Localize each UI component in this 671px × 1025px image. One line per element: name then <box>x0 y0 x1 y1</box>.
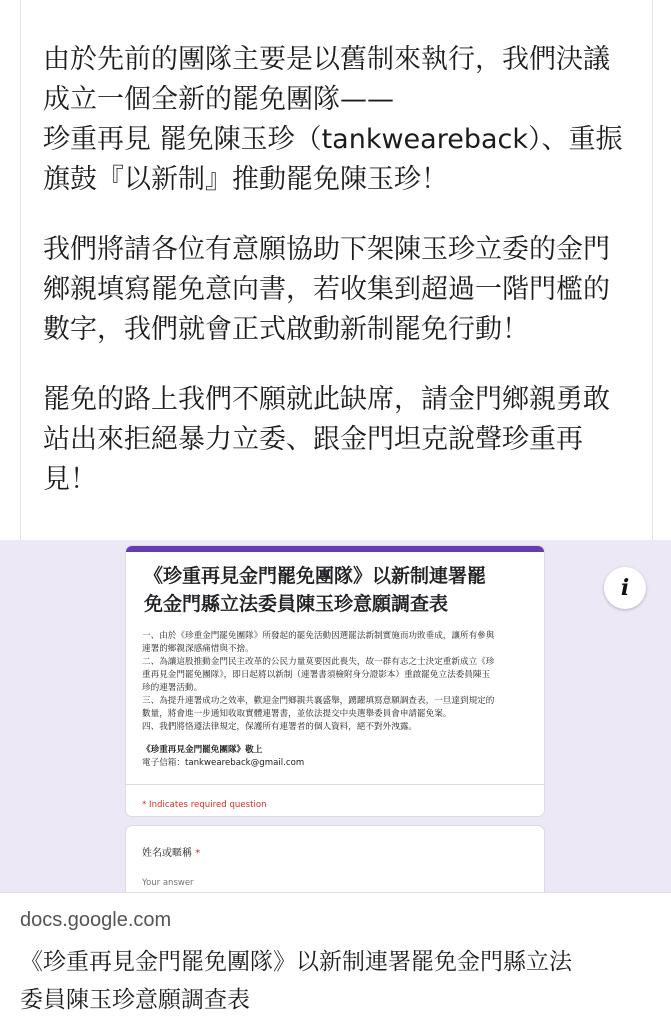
required-note: * Indicates required question <box>142 800 267 810</box>
post-line: 成立一個全新的罷免團隊—— <box>43 84 394 115</box>
form-header-card <box>126 546 544 816</box>
form-contact-email: 電子信箱：tankweareback@gmail.com <box>142 758 305 768</box>
post-paragraph-3 <box>43 380 643 500</box>
form-description-line: 三、為提升連署成功之效率，歡迎金門鄉親共襄盛舉，踴躍填寫意願調查表，一旦達到規定的 <box>142 696 495 706</box>
form-signature-name: 《珍重再見金門罷免團隊》敬上 <box>142 745 263 755</box>
answer-input: Your answer <box>142 878 194 888</box>
form-description-line: 數量，將會進一步通知收取實體連署書，並依法提交中央選舉委員會申請罷免案。 <box>142 709 452 719</box>
form-description-line: 四、我們將恪遵法律規定，保護所有連署者的個人資料，絕不對外洩露。 <box>142 722 418 732</box>
post-line: 見！ <box>43 464 97 495</box>
form-description-line: 二、為讓這股推動金門民主改革的公民力量莫要因此喪失，故一群有志之士決定重新成立《珍 <box>142 657 495 667</box>
question-label-text: 姓名或暱稱 <box>142 848 192 859</box>
info-icon[interactable]: i <box>604 567 646 609</box>
post-body <box>43 40 643 530</box>
link-title-line: 《珍重再見金門罷免團隊》以新制連署罷免金門縣立法 <box>20 949 572 975</box>
form-description-line: 重再見金門罷免團隊》，即日起將以新制（連署書須檢附身分證影本）重啟罷免立法委員陳玉 <box>142 670 491 680</box>
form-title-line: 《珍重再見金門罷免團隊》以新制連署罷 <box>144 565 487 587</box>
post-line: 站出來拒絕暴力立委、跟金門坦克說聲珍重再 <box>43 424 583 455</box>
question-card <box>126 826 544 892</box>
form-description-line: 連署的鄉親深感痛惜與不捨。 <box>142 644 254 654</box>
form-description-line: 珍的連署活動。 <box>142 683 203 693</box>
post-line: 由於先前的團隊主要是以舊制來執行，我們決議 <box>43 44 610 75</box>
form-description <box>126 622 544 734</box>
post-line: 鄉親填寫罷免意向書，若收集到超過一階門檻的 <box>43 274 610 305</box>
post-line: 我們將請各位有意願協助下架陳玉珍立委的金門 <box>43 234 610 265</box>
post-line: 珍重再見 罷免陳玉珍（tankweareback）、重振 <box>43 124 623 155</box>
link-domain: docs.google.com <box>20 909 172 931</box>
post-paragraph-1 <box>43 40 643 200</box>
link-footer[interactable] <box>0 892 671 1025</box>
form-description-line: 一、由於《珍重金門罷免團隊》所發起的罷免活動因選罷法新制實施而功敗垂成，讓所有參與 <box>142 631 495 641</box>
form-divider <box>126 784 544 785</box>
link-title-line: 委員陳玉珍意願調查表 <box>20 987 250 1013</box>
link-preview-image[interactable] <box>0 540 671 892</box>
post-line: 數字，我們就會正式啟動新制罷免行動！ <box>43 314 529 345</box>
post-card <box>20 0 653 540</box>
post-paragraph-2 <box>43 230 643 350</box>
form-title <box>126 552 544 622</box>
link-title <box>20 943 650 1019</box>
question-label <box>142 844 200 859</box>
post-line: 旗鼓『以新制』推動罷免陳玉珍！ <box>43 164 448 195</box>
required-star: * <box>195 848 201 859</box>
form-title-line: 免金門縣立法委員陳玉珍意願調查表 <box>144 593 449 615</box>
post-line: 罷免的路上我們不願就此缺席，請金門鄉親勇敢 <box>43 384 610 415</box>
form-signature <box>126 734 544 770</box>
